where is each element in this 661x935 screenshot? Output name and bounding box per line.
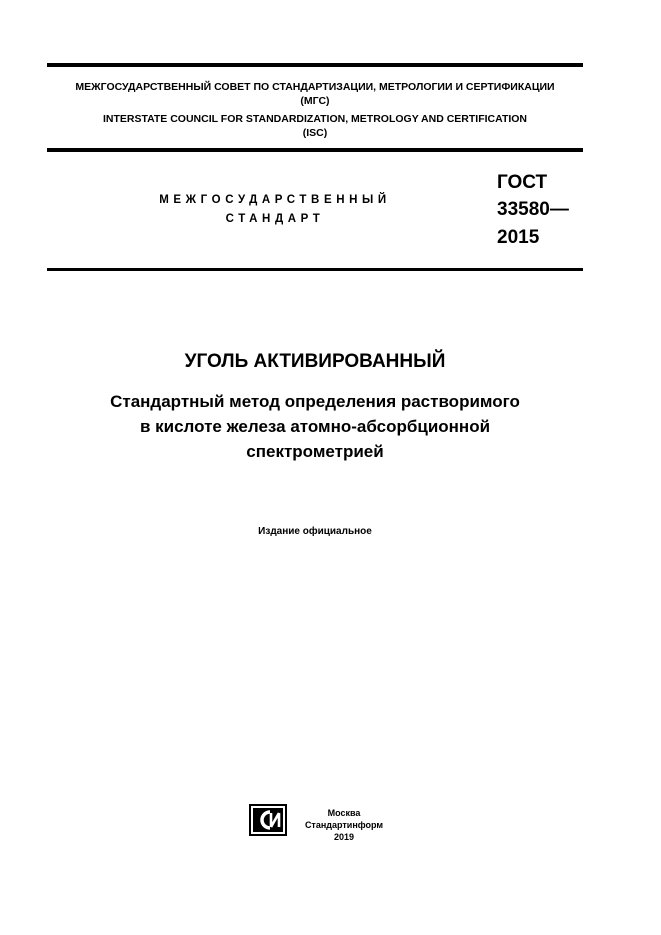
standard-label-line2: СТАНДАРТ (225, 213, 325, 225)
standard-label-line1: МЕЖГОСУДАРСТВЕННЫЙ (159, 194, 391, 206)
standartinform-logo-icon (249, 804, 287, 836)
council-abbr-ru: (МГС) (300, 95, 330, 107)
document-subtitle-line3: спектрометрией (246, 442, 384, 461)
gost-year: 2015 (497, 227, 540, 248)
top-rule (47, 63, 583, 67)
lower-rule (47, 268, 583, 271)
publisher-city: Москва (327, 808, 361, 818)
document-subtitle-line2: в кислоте железа атомно-абсорбционной (139, 417, 491, 436)
document-title: УГОЛЬ АКТИВИРОВАННЫЙ (184, 351, 446, 372)
council-name-en-line1: INTERSTATE COUNCIL FOR STANDARDIZATION, METROLOGY AND CERTIFICATION (102, 113, 528, 125)
document-subtitle-line1: Стандартный метод определения растворимого (110, 392, 520, 411)
council-name-ru (47, 80, 583, 108)
gost-prefix: ГОСТ (497, 172, 548, 193)
council-name-ru-line1: МЕЖГОСУДАРСТВЕННЫЙ СОВЕТ ПО СТАНДАРТИЗАЦИИ, МЕТРОЛОГИИ И СЕРТИФИКАЦИИ (75, 81, 555, 93)
publisher-name: Стандартинформ (304, 820, 384, 830)
middle-rule (47, 148, 583, 152)
council-name-en (47, 112, 583, 140)
publication-year: 2019 (333, 832, 355, 842)
edition-note: Издание официальное (258, 526, 372, 537)
council-abbr-en: (ISC) (302, 127, 328, 139)
gost-number: 33580— (497, 199, 569, 220)
